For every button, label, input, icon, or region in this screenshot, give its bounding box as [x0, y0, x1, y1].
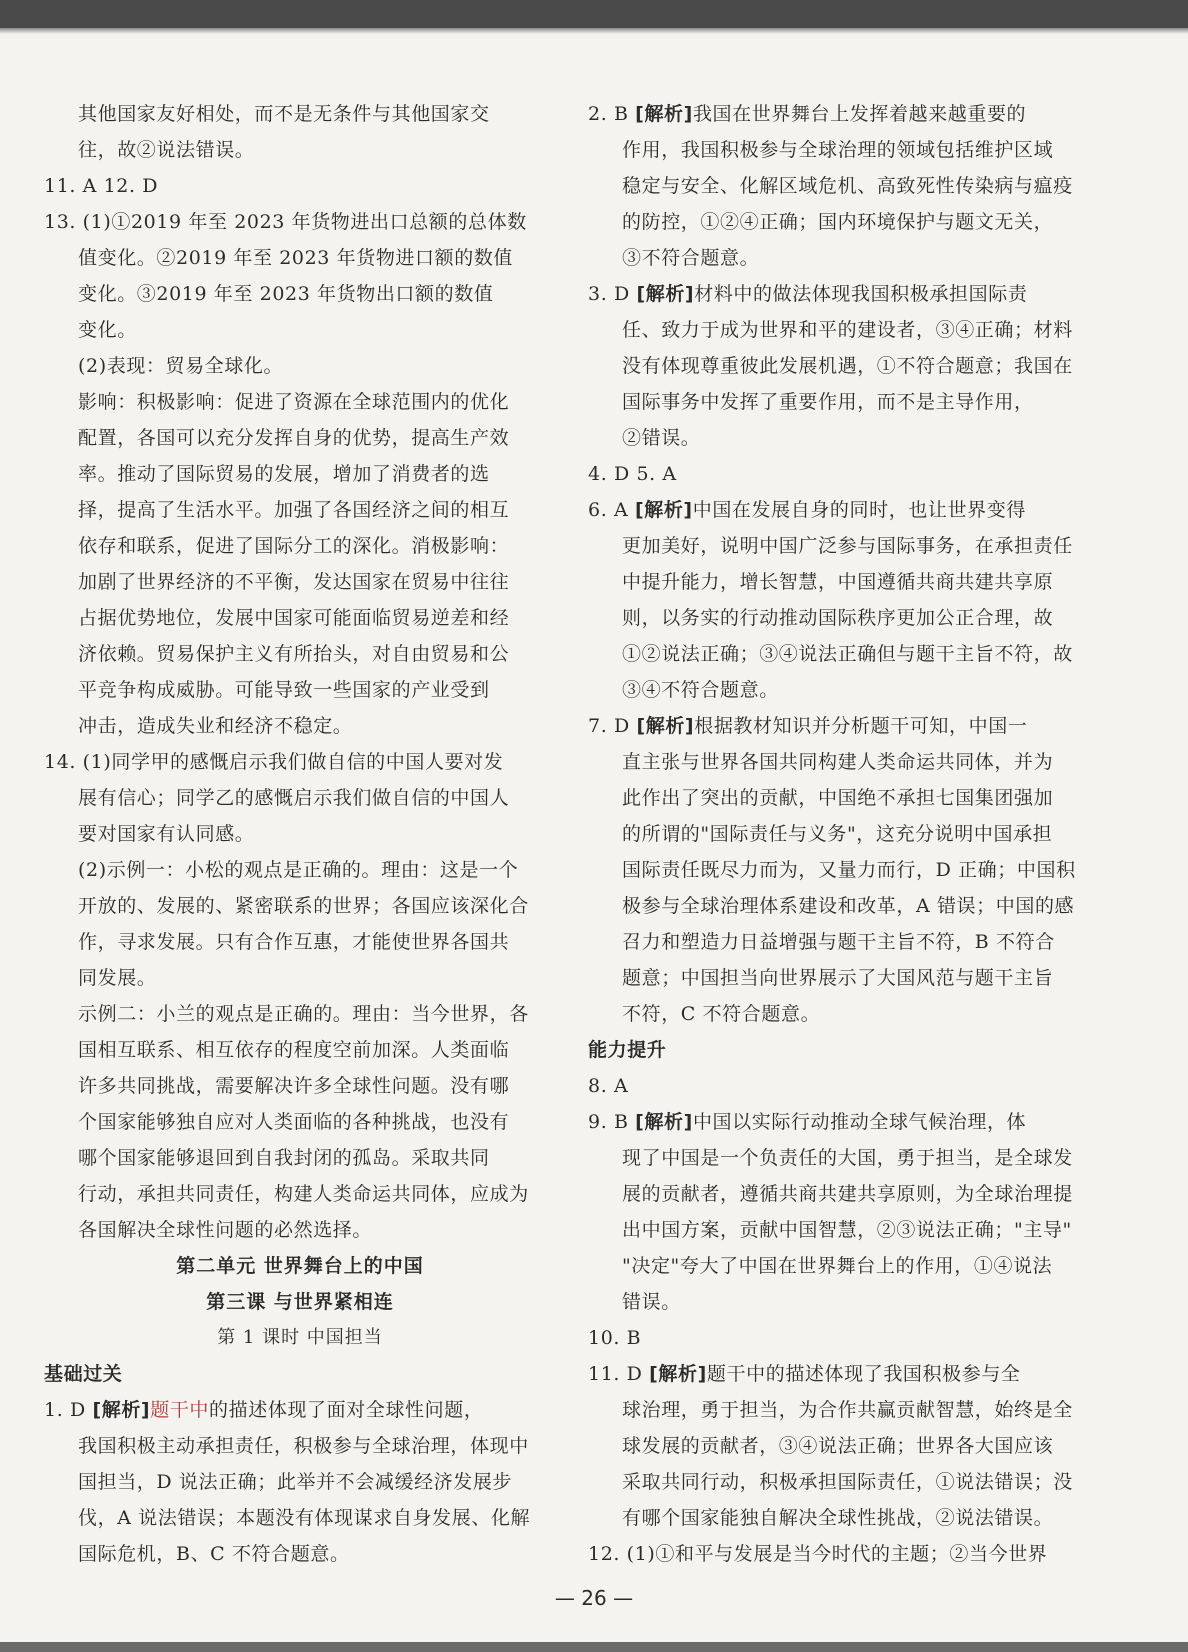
text-line: 示例二：小兰的观点是正确的。理由：当今世界，各 — [78, 1003, 529, 1025]
text-line: 任、致力于成为世界和平的建设者，③④正确；材料 — [622, 319, 1073, 341]
text-line: 球治理，勇于担当，为合作共赢贡献智慧，始终是全 — [622, 1399, 1073, 1421]
answer-8: 8. A — [588, 1075, 629, 1097]
scan-top-border — [0, 0, 1188, 28]
period-title: 第 1 课时 中国担当 — [217, 1327, 383, 1348]
text-line: 直主张与世界各国共同构建人类命运共同体，并为 — [622, 751, 1054, 773]
text-line: 其他国家友好相处，而不是无条件与其他国家交 — [78, 103, 490, 125]
text-line: (2)示例一：小松的观点是正确的。理由：这是一个 — [78, 859, 519, 881]
text-line: ②错误。 — [622, 427, 701, 449]
answer-3-line — [588, 276, 1098, 312]
text-line: 变化。 — [78, 319, 137, 341]
text-span: 的描述体现了面对全球性问题， — [209, 1399, 484, 1421]
answer-9-line — [588, 1104, 1098, 1140]
answer-6-line — [588, 492, 1098, 528]
text-line: "决定"夸大了中国在世界舞台上的作用，①④说法 — [622, 1255, 1053, 1277]
answer-number: 3. D — [588, 283, 630, 305]
text-line: ③④不符合题意。 — [622, 679, 779, 701]
text-line: 展有信心；同学乙的感慨启示我们做自信的中国人 — [78, 787, 510, 809]
answer-11-12: 11. A 12. D — [44, 175, 159, 197]
text-line: 不符，C 不符合题意。 — [622, 1003, 821, 1025]
text-line: 行动，承担共同责任，构建人类命运共同体，应成为 — [78, 1183, 529, 1205]
text-line: 择，提高了生活水平。加强了各国经济之间的相互 — [78, 499, 510, 521]
section-heading-basic: 基础过关 — [44, 1363, 123, 1385]
text-line: (2)表现：贸易全球化。 — [78, 355, 284, 377]
text-line: 国担当，D 说法正确；此举并不会减缓经济发展步 — [78, 1471, 513, 1493]
text-line: 同发展。 — [78, 967, 157, 989]
text-line: 变化。③2019 年至 2023 年货物出口额的数值 — [78, 283, 494, 305]
answer-7-line — [588, 708, 1098, 744]
text-line: 采取共同行动，积极承担国际责任，①说法错误；没 — [622, 1471, 1073, 1493]
text-span: 根据教材知识并分析题干可知，中国一 — [694, 715, 1028, 737]
section-heading-improve: 能力提升 — [588, 1039, 667, 1061]
text-line: 值变化。②2019 年至 2023 年货物进口额的数值 — [78, 247, 514, 269]
scan-bottom-border — [0, 1642, 1188, 1652]
text-line: 稳定与安全、化解区域危机、高致死性传染病与瘟疫 — [622, 175, 1073, 197]
text-line: 平竞争构成威胁。可能导致一些国家的产业受到 — [78, 679, 490, 701]
text-line: 国际危机，B、C 不符合题意。 — [78, 1543, 350, 1565]
text-line: 球发展的贡献者，③④说法正确；世界各大国应该 — [622, 1435, 1054, 1457]
answer-12-line: 12. (1)①和平与发展是当今时代的主题；②当今世界 — [588, 1543, 1048, 1565]
analysis-tag: [解析] — [636, 715, 695, 737]
answer-number: 11. D — [588, 1363, 643, 1385]
text-line: 影响：积极影响：促进了资源在全球范围内的优化 — [78, 391, 510, 413]
text-line: 没有体现尊重彼此发展机遇，①不符合题意；我国在 — [622, 355, 1073, 377]
text-line: 国相互联系、相互依存的程度空前加深。人类面临 — [78, 1039, 510, 1061]
text-line: 现了中国是一个负责任的大国，勇于担当，是全球发 — [622, 1147, 1073, 1169]
text-line: 个国家能够独自应对人类面临的各种挑战，也没有 — [78, 1111, 510, 1133]
text-line: 作用，我国积极参与全球治理的领域包括维护区域 — [622, 139, 1054, 161]
text-line: 加剧了世界经济的不平衡，发达国家在贸易中往往 — [78, 571, 510, 593]
left-column — [44, 96, 556, 1572]
handwritten-mark: 题干中 — [150, 1399, 210, 1421]
answer-number: 6. A — [588, 499, 629, 521]
analysis-tag: [解析] — [634, 499, 693, 521]
analysis-tag: [解析] — [635, 103, 693, 125]
text-line: 错误。 — [622, 1291, 681, 1313]
text-line: 配置，各国可以充分发挥自身的优势，提高生产效 — [78, 427, 510, 449]
answer-number: 9. B — [588, 1111, 629, 1133]
text-line: 各国解决全球性问题的必然选择。 — [78, 1219, 373, 1241]
text-line: 哪个国家能够退回到自我封闭的孤岛。采取共同 — [78, 1147, 490, 1169]
text-line: 作，寻求发展。只有合作互惠，才能使世界各国共 — [78, 931, 510, 953]
text-line: 展的贡献者，遵循共商共建共享原则，为全球治理提 — [622, 1183, 1073, 1205]
unit-title: 第二单元 世界舞台上的中国 — [176, 1255, 424, 1277]
text-line: 的所谓的"国际责任与义务"，这充分说明中国承担 — [622, 823, 1053, 845]
answer-number: 7. D — [588, 715, 630, 737]
text-line: 题意；中国担当向世界展示了大国风范与题干主旨 — [622, 967, 1054, 989]
text-line: 率。推动了国际贸易的发展，增加了消费者的选 — [78, 463, 490, 485]
text-line: 则，以务实的行动推动国际秩序更加公正合理，故 — [622, 607, 1054, 629]
right-column — [588, 96, 1098, 1572]
text-line: 占据优势地位，发展中国家可能面临贸易逆差和经 — [78, 607, 510, 629]
answer-number: 1. D — [44, 1399, 86, 1421]
answer-number: 2. B — [588, 103, 629, 125]
text-line: 伐，A 说法错误；本题没有体现谋求自身发展、化解 — [78, 1507, 531, 1529]
text-line: 中提升能力，增长智慧，中国遵循共商共建共享原 — [622, 571, 1054, 593]
text-line: 许多共同挑战，需要解决许多全球性问题。没有哪 — [78, 1075, 510, 1097]
text-line: 依存和联系，促进了国际分工的深化。消极影响： — [78, 535, 510, 557]
answer-10: 10. B — [588, 1327, 642, 1349]
text-line: 开放的、发展的、紧密联系的世界；各国应该深化合 — [78, 895, 529, 917]
text-line: 此作出了突出的贡献，中国绝不承担七国集团强加 — [622, 787, 1054, 809]
lesson-title: 第三课 与世界紧相连 — [206, 1291, 394, 1313]
analysis-tag: [解析] — [635, 1111, 693, 1133]
text-line: 国际事务中发挥了重要作用，而不是主导作用， — [622, 391, 1034, 413]
text-line: 出中国方案，贡献中国智慧，②③说法正确；"主导" — [622, 1219, 1072, 1241]
text-line: 极参与全球治理体系建设和改革，A 错误；中国的感 — [622, 895, 1075, 917]
analysis-tag: [解析] — [92, 1399, 151, 1421]
text-line: 冲击，造成失业和经济不稳定。 — [78, 715, 353, 737]
text-line: 济依赖。贸易保护主义有所抬头，对自由贸易和公 — [78, 643, 510, 665]
answer-1-line — [44, 1392, 556, 1428]
analysis-tag: [解析] — [649, 1363, 707, 1385]
answer-14-line: 14. (1)同学甲的感慨启示我们做自信的中国人要对发 — [44, 751, 504, 773]
text-line: 召力和塑造力日益增强与题干主旨不符，B 不符合 — [622, 931, 1055, 953]
text-line: 更加美好，说明中国广泛参与国际事务，在承担责任 — [622, 535, 1073, 557]
text-line: 我国积极主动承担责任，积极参与全球治理，体现中 — [78, 1435, 529, 1457]
answer-2-line — [588, 96, 1098, 132]
answer-11-line — [588, 1356, 1098, 1392]
text-line: 国际责任既尽力而为，又量力而行，D 正确；中国积 — [622, 859, 1076, 881]
answer-13-line: 13. (1)①2019 年至 2023 年货物进出口总额的总体数 — [44, 211, 527, 233]
answer-4-5: 4. D 5. A — [588, 463, 677, 485]
text-line: 的防控，①②④正确；国内环境保护与题文无关， — [622, 211, 1054, 233]
text-span: 中国以实际行动推动全球气候治理，体 — [692, 1111, 1027, 1133]
text-line: ③不符合题意。 — [622, 247, 760, 269]
text-span: 中国在发展自身的同时，也让世界变得 — [692, 499, 1026, 521]
text-line: ①②说法正确；③④说法正确但与题干主旨不符，故 — [622, 643, 1073, 665]
text-span: 题干中的描述体现了我国积极参与全 — [706, 1363, 1021, 1385]
text-span: 材料中的做法体现我国积极承担国际责 — [694, 283, 1028, 305]
page-number: — 26 — — [554, 1586, 634, 1610]
analysis-tag: [解析] — [636, 283, 695, 305]
text-line: 有哪个国家能独自解决全球性挑战，②说法错误。 — [622, 1507, 1054, 1529]
text-line: 往，故②说法错误。 — [78, 139, 255, 161]
scan-top-shadow — [0, 28, 1188, 34]
text-line: 要对国家有认同感。 — [78, 823, 255, 845]
text-span: 我国在世界舞台上发挥着越来越重要的 — [692, 103, 1027, 125]
